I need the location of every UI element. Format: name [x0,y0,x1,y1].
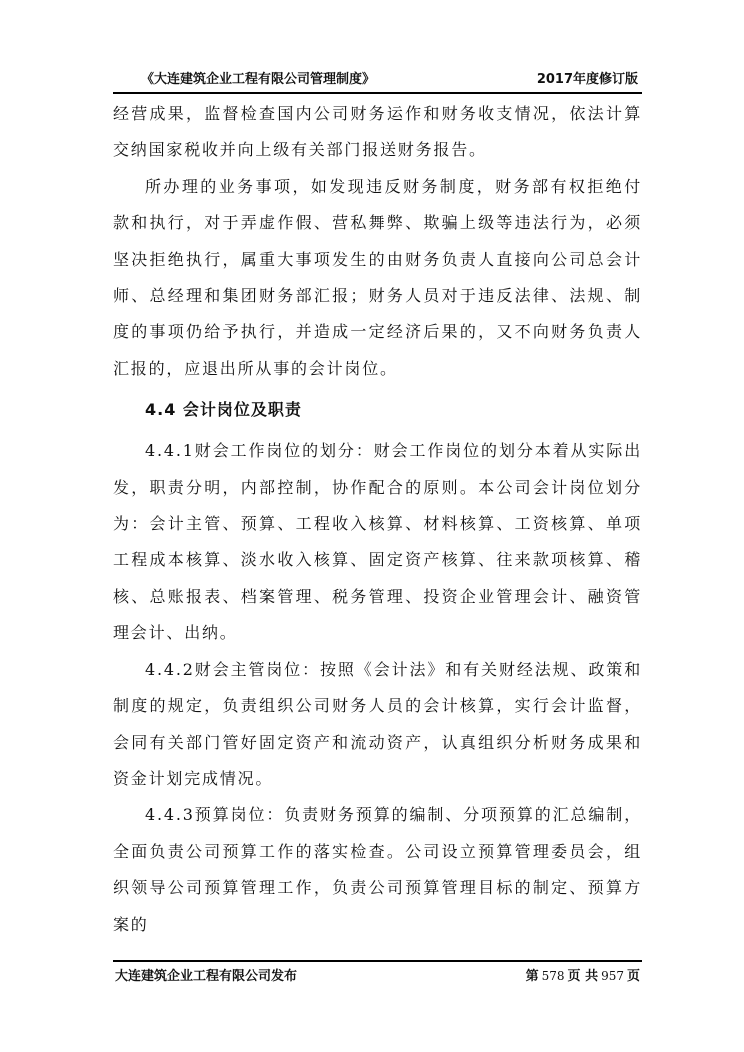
section-heading: 4.4 会计岗位及职责 [145,400,302,420]
page-number [526,965,640,984]
paragraph-4-4-2: 4.4.2财会主管岗位：按照《会计法》和有关财经法规、政策和制度的规定，负责组织公司财务人员的会计核算，实行会计监督，会同有关部门管好固定资产和流动资产，认真组织分析财务成果和资金计划完成情况。 [113,659,642,788]
page-current: 578 [541,969,565,983]
document-title: 《大连建筑企业工程有限公司管理制度》 [141,72,376,87]
edition-label: 2017年度修订版 [536,72,638,87]
page-footer [113,960,642,986]
paragraph-4-4-1: 4.4.1财会工作岗位的划分：财会工作岗位的划分本着从实际出发，职责分明，内部控制，协作配合的原则。本公司会计岗位划分为：会计主管、预算、工程收入核算、材料核算、工资核算、单项工程成本核算、淡水收入核算、固定资产核算、往来款项核算、稽核、总账报表、档案管理、税务管理、投资企业管理会计、融资管理会计、出纳。 [113,441,642,643]
page-header [113,62,642,94]
paragraph-continuation: 经营成果，监督检查国内公司财务运作和财务收支情况，依法计算交纳国家税收并向上级有关部门报送财务报告。 [113,104,642,160]
page-mid: 页 共 [567,969,599,984]
document-body [113,96,642,943]
paragraph-4-4-3: 4.4.3预算岗位：负责财务预算的编制、分项预算的汇总编制，全面负责公司预算工作的落实检查。公司设立预算管理委员会，组织领导公司预算管理工作，负责公司预算管理目标的制定、预算方案的 [113,805,642,934]
paragraph-authority: 所办理的业务事项，如发现违反财务制度，财务部有权拒绝付款和执行，对于弄虚作假、营私舞弊、欺骗上级等违法行为，必须坚决拒绝执行，属重大事项发生的由财务负责人直接向公司总会计师、总经理和集团财务部汇报；财务人员对于违反法律、法规、制度的事项仍给予执行，并造成一定经济后果的，又不向财务负责人汇报的，应退出所从事的会计岗位。 [113,176,642,378]
page-suffix: 页 [626,969,640,984]
page-total: 957 [601,969,624,983]
page-prefix: 第 [525,969,539,984]
publisher-label: 大连建筑企业工程有限公司发布 [115,969,298,984]
